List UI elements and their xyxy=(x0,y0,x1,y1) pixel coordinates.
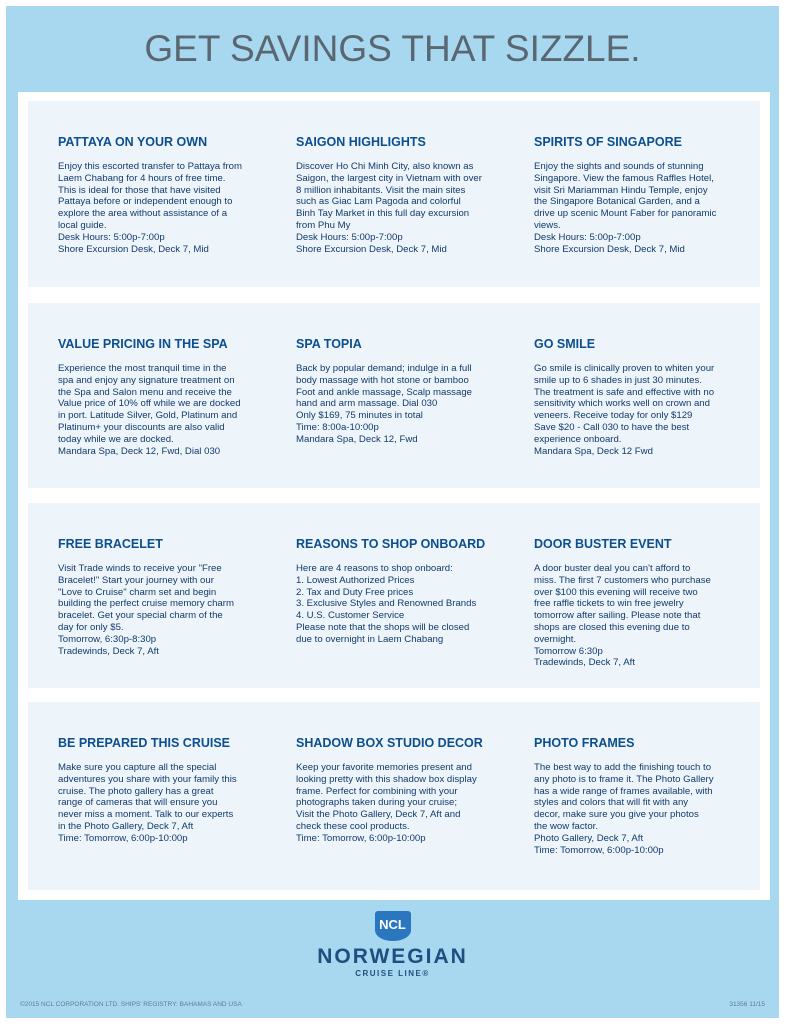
ncl-logo xyxy=(6,911,779,978)
offer-card-be-prepared xyxy=(58,702,288,845)
offer-title: GO SMILE xyxy=(534,337,596,351)
offer-title: PATTAYA ON YOUR OWN xyxy=(58,135,208,149)
offer-description: Go smile is clinically proven to whiten your smile up to 6 shades in just 30 minutes. The treatment is safe and effective with no sensitivity which works well on crown and veneers. Receive today for only $129 Save $20 - Call 030 to have the best experience onboard. Mandara Spa, Deck 12 Fwd xyxy=(534,363,715,457)
offer-title: SAIGON HIGHLIGHTS xyxy=(296,135,426,149)
page-title: GET SAVINGS THAT SIZZLE. xyxy=(144,28,641,69)
offer-row-1 xyxy=(28,101,760,287)
offer-card-saigon xyxy=(296,101,526,255)
offer-title: DOOR BUSTER EVENT xyxy=(534,537,672,551)
offer-title: REASONS TO SHOP ONBOARD xyxy=(296,537,486,551)
offer-description: A door buster deal you can't afford to miss. The first 7 customers who purchase over $100 this evening will receive two free raffle tickets to win free jewelry tomorrow after sailing. Please note that shops are closed this evening due to overnight. Tomorrow 6:30p Tradewinds, Deck 7, Aft xyxy=(534,563,711,669)
logo-wordmark: NORWEGIAN xyxy=(317,945,468,968)
offer-description: Back by popular demand; indulge in a full body massage with hot stone or bamboo Foot and ankle massage, Scalp massage hand and arm massage. Dial 030 Only $169, 75 minutes in total Time: 8:00a-10:00p Mandara Spa, Deck 12, Fwd xyxy=(296,363,472,445)
offer-row-4 xyxy=(28,702,760,890)
offer-card-singapore xyxy=(534,101,764,255)
offer-card-pattaya xyxy=(58,101,288,255)
offer-title: SHADOW BOX STUDIO DECOR xyxy=(296,736,483,750)
ncl-badge-icon: NCL xyxy=(375,911,411,941)
offer-card-spa-topia xyxy=(296,303,526,446)
offer-title: FREE BRACELET xyxy=(58,537,163,551)
offer-description: Keep your favorite memories present and looking pretty with this shadow box display frame. Perfect for combining with your photographs taken during your cruise; Visit the Photo Gallery, Deck 7, Aft and check these cool products. Time: Tomorrow, 6:00p-10:00p xyxy=(296,762,477,844)
offer-card-free-bracelet xyxy=(58,503,288,657)
footer-code: 31356 11/15 xyxy=(729,1001,765,1008)
offer-title: PHOTO FRAMES xyxy=(534,736,635,750)
offers-panel xyxy=(18,92,770,900)
offer-title: SPIRITS OF SINGAPORE xyxy=(534,135,682,149)
offer-card-shop-onboard xyxy=(296,503,526,646)
offer-title: VALUE PRICING IN THE SPA xyxy=(58,337,228,351)
logo-subtitle: CRUISE LINE® xyxy=(355,969,430,978)
offer-description: Make sure you capture all the special adventures you share with your family this cruise. The photo gallery has a great range of cameras that will ensure you never miss a moment. Talk to our experts in the Photo Gallery, Deck 7, Aft Time: Tomorrow, 6:00p-10:00p xyxy=(58,762,237,844)
offer-description: Visit Trade winds to receive your "Free Bracelet!" Start your journey with our "Love to Cruise" charm set and begin building the perfect cruise memory charm bracelet. Get your special charm of the day for only $5. Tomorrow, 6:30p-8:30p Tradewinds, Deck 7, Aft xyxy=(58,563,234,657)
offer-description: Enjoy this escorted transfer to Pattaya from Laem Chabang for 4 hours of free time. This is ideal for those that have visited Pattaya before or independent enough to explore the area without assistance of a local guide. Desk Hours: 5:00p-7:00p Shore Excursion Desk, Deck 7, Mid xyxy=(58,161,242,255)
offer-description: Discover Ho Chi Minh City, also known as Saigon, the largest city in Vietnam with over 8 million inhabitants. Visit the main sites such as Giac Lam Pagoda and colorful Binh Tay Market in this full day excursion from Phu My Desk Hours: 5:00p-7:00p Shore Excursion Desk, Deck 7, Mid xyxy=(296,161,482,255)
offer-row-2 xyxy=(28,303,760,488)
offer-title: SPA TOPIA xyxy=(296,337,362,351)
flyer-page xyxy=(6,6,779,1018)
offer-card-shadow-box xyxy=(296,702,526,845)
offer-description: Here are 4 reasons to shop onboard: 1. Lowest Authorized Prices 2. Tax and Duty Free prices 3. Exclusive Styles and Renowned Brands 4. U.S. Customer Service Please note that the shops will be closed due to overnight in Laem Chabang xyxy=(296,563,477,645)
offer-card-photo-frames xyxy=(534,702,764,856)
offer-card-spa-pricing xyxy=(58,303,288,457)
offer-description: Experience the most tranquil time in the spa and enjoy any signature treatment on the Spa and Salon menu and receive the Value price of 10% off while we are docked in port. Latitude Silver, Gold, Platinum and Platinum+ your discounts are also valid today while we are docked. Mandara Spa, Deck 12, Fwd, Dial 030 xyxy=(58,363,241,457)
footer-copyright: ©2015 NCL CORPORATION LTD. SHIPS' REGISTRY: BAHAMAS AND USA xyxy=(20,1001,242,1008)
offer-description: The best way to add the finishing touch to any photo is to frame it. The Photo Gallery has a wide range of frames available, with styles and colors that will fit with any decor, make sure you give your photos the wow factor. Photo Gallery, Deck 7, Aft Time: Tomorrow, 6:00p-10:00p xyxy=(534,762,714,856)
offer-description: Enjoy the sights and sounds of stunning Singapore. View the famous Raffles Hotel, visit Sri Mariamman Hindu Temple, enjoy the Singapore Botanical Garden, and a drive up scenic Mount Faber for panoramic views. Desk Hours: 5:00p-7:00p Shore Excursion Desk, Deck 7, Mid xyxy=(534,161,717,255)
offer-card-door-buster xyxy=(534,503,764,669)
offer-card-go-smile xyxy=(534,303,764,457)
offer-title: BE PREPARED THIS CRUISE xyxy=(58,736,231,750)
offer-row-3 xyxy=(28,503,760,688)
